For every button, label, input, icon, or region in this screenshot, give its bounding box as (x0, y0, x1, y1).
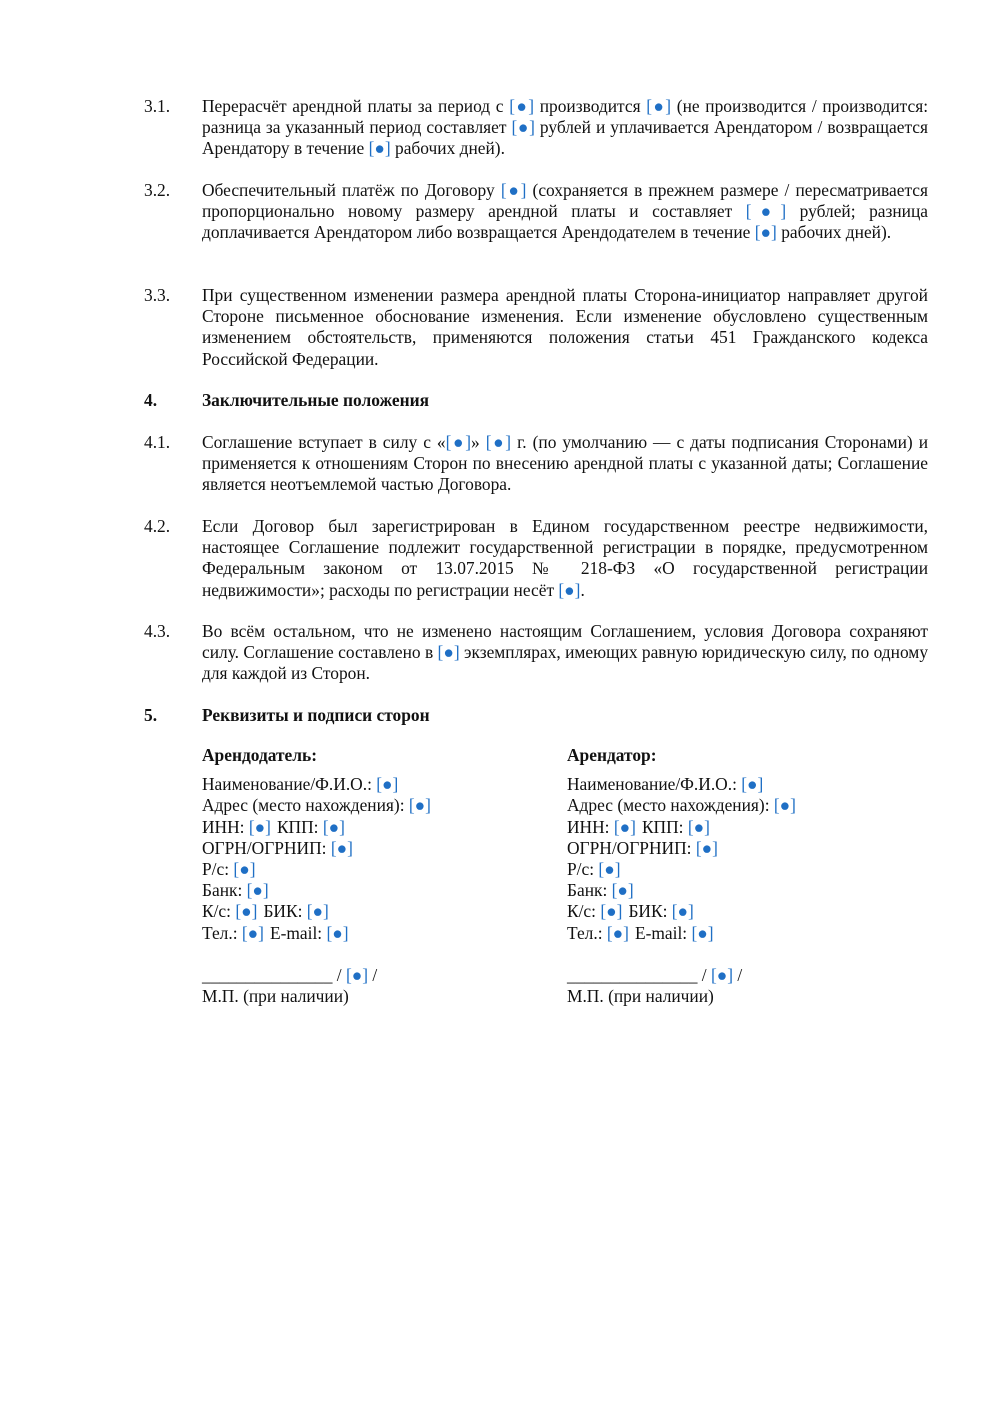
placeholder-field[interactable]: [●] (345, 964, 369, 985)
placeholder-field[interactable]: [●] (741, 774, 764, 795)
placeholder-field[interactable]: [●] (306, 901, 329, 922)
placeholder-field[interactable]: [●] (695, 837, 718, 858)
placeholder-field[interactable]: [●] (671, 901, 694, 922)
placeholder-field[interactable]: [●] (754, 222, 777, 243)
name-line: Наименование/Ф.И.О.: [●] (567, 774, 764, 795)
placeholder-field[interactable]: [●] (248, 816, 271, 837)
placeholder-field[interactable]: [●] (773, 795, 796, 816)
placeholder-field[interactable]: [●] (691, 922, 714, 943)
section-title: Заключительные положения (202, 390, 430, 410)
bank-line: Банк: [●] (202, 880, 269, 901)
clause-3-1 (144, 96, 928, 160)
signature-line: _______________ / [●] / (202, 964, 378, 985)
contacts-line: Тел.: [●] E-mail: [●] (202, 922, 349, 943)
placeholder-field[interactable]: [●] (233, 859, 256, 880)
placeholder-field[interactable]: [●] (511, 117, 535, 138)
clause-number: 3.1. (144, 96, 171, 116)
account-line: Р/с: [●] (567, 859, 621, 880)
placeholder-field[interactable]: [●] (509, 96, 535, 116)
clause-4-1 (144, 432, 928, 496)
stamp-label: М.П. (при наличии) (202, 986, 349, 1007)
placeholder-field[interactable]: [●] (376, 774, 399, 795)
stamp-label: М.П. (при наличии) (567, 986, 714, 1007)
placeholder-field[interactable]: [●] (646, 96, 672, 116)
clause-text: При существенном изменении размера арендной платы Сторона-инициатор направляет другой Стороне письменное обоснование изменения. Если изменение обусловлено существенным изменением обстоятельств, применяются положения статьи 451 Гражданского кодекса Российской Федерации. (202, 285, 928, 369)
placeholder-field[interactable]: [●] (600, 901, 623, 922)
placeholder-field[interactable]: [●] (330, 837, 353, 858)
address-line: Адрес (место нахождения): [●] (202, 795, 431, 816)
clause-4-2 (144, 516, 928, 601)
placeholder-field[interactable]: [●] (606, 922, 629, 943)
clause-text: Во всём остальном, что не изменено настоящим Соглашением, условия Договора сохраняют силу. Соглашение составлено в [●] экземплярах, имеющих равную юридическую силу, по одному для каждой из Сторон. (202, 621, 929, 684)
clause-text: Соглашение вступает в силу с «[●]» [●] г. (по умолчанию — с даты подписания Сторонами) и применяется к отношениям Сторон по внесению арендной платы с указанной даты; Соглашение является неотъемлемой частью Договора. (202, 432, 929, 495)
placeholder-field[interactable]: [●] (241, 922, 264, 943)
ogrn-line: ОГРН/ОГРНИП: [●] (567, 837, 718, 858)
ogrn-line: ОГРН/ОГРНИП: [●] (202, 837, 353, 858)
section-number: 5. (144, 705, 158, 725)
bank-line: Банк: [●] (567, 880, 634, 901)
signature-line: _______________ / [●] / (567, 964, 743, 985)
placeholder-field[interactable]: [●] (611, 880, 634, 901)
placeholder-field[interactable]: [●] (246, 880, 269, 901)
placeholder-field[interactable]: [●] (408, 795, 431, 816)
clause-number: 3.3. (144, 285, 171, 305)
inn-kpp-line: ИНН: [●] КПП: [●] (202, 816, 345, 837)
placeholder-field[interactable]: [●] (437, 642, 460, 663)
section-title: Реквизиты и подписи сторон (202, 705, 430, 725)
placeholder-field[interactable]: [●] (326, 922, 349, 943)
placeholder-field[interactable]: [●] (368, 138, 391, 159)
name-line: Наименование/Ф.И.О.: [●] (202, 774, 399, 795)
party-title: Арендодатель: (202, 745, 318, 765)
inn-kpp-line: ИНН: [●] КПП: [●] (567, 816, 710, 837)
clause-text: Перерасчёт арендной платы за период с [●] производится [●] (не производится / производится: разница за указанный период составляет [●] рублей и уплачивается Арендатором / возвращается Арендатору в течение [●] рабочих дней). (202, 96, 929, 159)
ks-bik-line: К/с: [●] БИК: [●] (567, 901, 694, 922)
address-line: Адрес (место нахождения): [●] (567, 795, 796, 816)
placeholder-field[interactable]: [●] (613, 816, 636, 837)
placeholder-field[interactable]: [●] (687, 816, 710, 837)
clause-4-3 (144, 621, 928, 685)
placeholder-field[interactable]: [●] (322, 816, 345, 837)
contacts-line: Тел.: [●] E-mail: [●] (567, 922, 714, 943)
section-heading-5 (144, 705, 928, 726)
clause-text: Обеспечительный платёж по Договору [●] (сохраняется в прежнем размере / пересматривается пропорционально новому размеру арендной платы и составляет [●] рублей; разница доплачивается Арендатором либо возвращается Арендодателем в течение [●] рабочих дней). (202, 180, 928, 243)
placeholder-field[interactable]: [●] (598, 859, 621, 880)
clause-number: 4.2. (144, 516, 171, 536)
placeholder-field[interactable]: [●] (445, 432, 471, 452)
lessee-details (567, 745, 907, 1007)
party-title: Арендатор: (567, 745, 657, 765)
lessor-details (202, 745, 542, 1007)
clause-text: Если Договор был зарегистрирован в Едином государственном реестре недвижимости, настоящее Соглашение подлежит государственной регистрации в порядке, предусмотренном Федеральным законом от 13.07.2015 № 218-ФЗ «О государственной регистрации недвижимости»; расходы по регистрации несёт [●]. (202, 516, 928, 600)
clause-number: 4.1. (144, 432, 171, 452)
section-number: 4. (144, 390, 158, 410)
account-line: Р/с: [●] (202, 859, 256, 880)
placeholder-field[interactable]: [●] (558, 579, 581, 600)
placeholder-field[interactable]: [●] (500, 180, 527, 200)
ks-bik-line: К/с: [●] БИК: [●] (202, 901, 329, 922)
placeholder-field[interactable]: [●] (710, 964, 734, 985)
clause-number: 4.3. (144, 621, 171, 641)
clause-3-2 (144, 180, 928, 244)
placeholder-field[interactable]: [●] (235, 901, 258, 922)
clause-number: 3.2. (144, 180, 171, 200)
placeholder-field[interactable]: [●] (745, 201, 787, 222)
placeholder-field[interactable]: [●] (485, 432, 512, 452)
section-heading-4 (144, 390, 928, 411)
clause-3-3 (144, 285, 928, 370)
